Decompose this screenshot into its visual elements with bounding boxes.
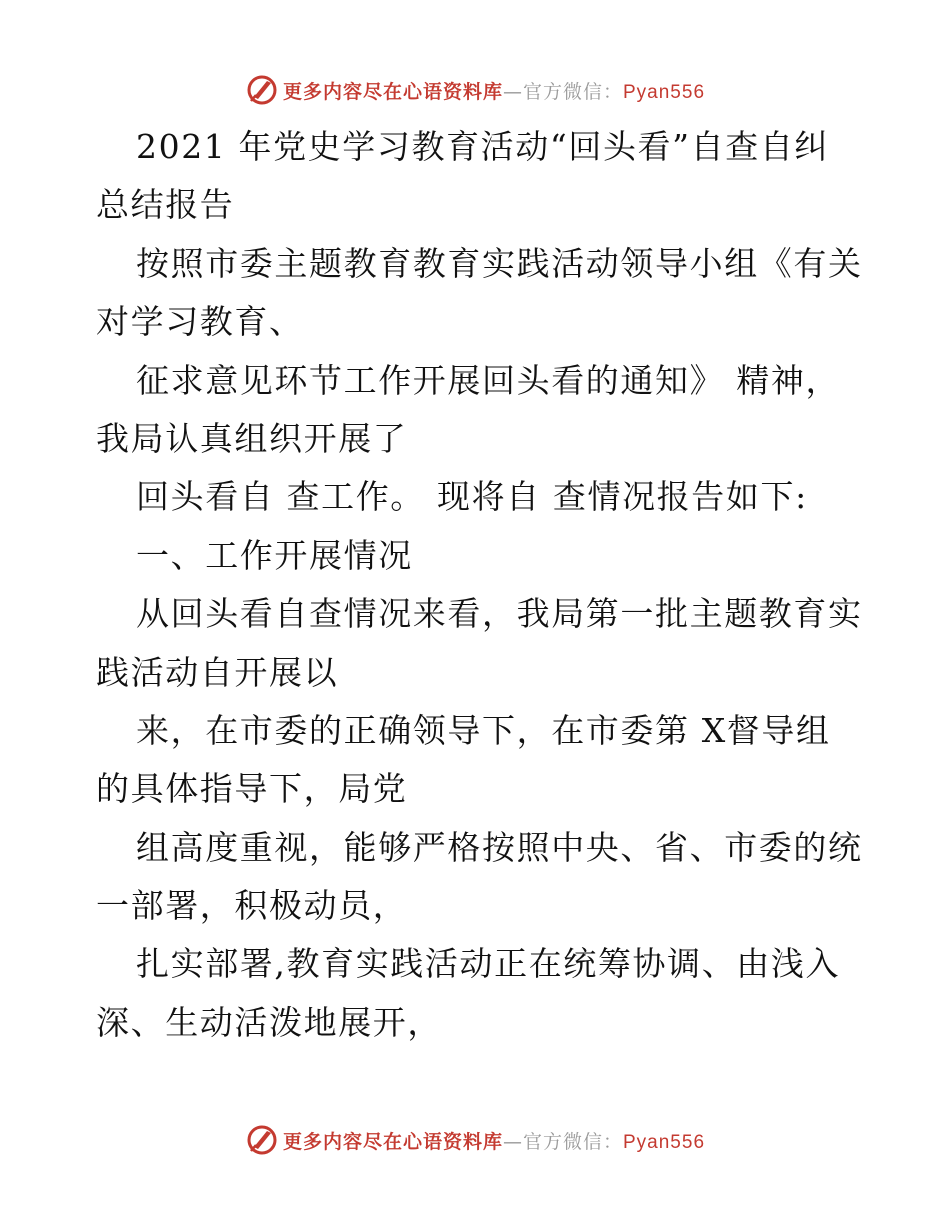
- banner-wechat-label: 官方微信：: [522, 80, 623, 103]
- doc-line: 回头看自 查工作。 现将自 查情况报告如下:: [136, 477, 808, 517]
- banner-main-text: 更多内容尽在心语资料库: [282, 80, 503, 103]
- doc-line: 2021 年党史学习教育活动“回头看”自查自纠: [136, 127, 830, 166]
- doc-line: 组高度重视，能够严格按照中央、省、市委的统: [136, 827, 863, 867]
- banner-text: [283, 1127, 705, 1154]
- doc-line: 总结报告: [96, 185, 235, 225]
- doc-line: 扎实部署,教育实践活动正在统筹协调、由浅入: [136, 944, 841, 984]
- doc-line: 我局认真组织开展了: [96, 418, 408, 458]
- doc-line: 一部署，积极动员，: [96, 886, 408, 926]
- doc-line: 深、生动活泼地展开，: [96, 1002, 442, 1042]
- banner-wechat-id: Pyan556: [623, 1131, 706, 1153]
- quill-pen-logo-icon: [245, 73, 279, 107]
- banner-dash: —: [502, 80, 523, 103]
- banner-wechat-label: 官方微信：: [522, 1130, 623, 1153]
- banner-wechat-id: Pyan556: [623, 81, 706, 103]
- doc-line: 征求意见环节工作开展回头看的通知》 精神，: [136, 360, 841, 400]
- footer-banner: [0, 1120, 950, 1160]
- banner-main-text: 更多内容尽在心语资料库: [282, 1130, 503, 1153]
- document-body: [96, 118, 863, 1052]
- doc-line: 从回头看自查情况来看，我局第一批主题教育实: [136, 594, 863, 634]
- banner-text: [283, 77, 705, 104]
- quill-pen-logo-icon: [245, 1123, 279, 1157]
- doc-line: 来，在市委的正确领导下，在市委第 X督导组: [136, 710, 831, 750]
- section-heading: 一、工作开展情况: [136, 535, 413, 575]
- doc-line: 按照市委主题教育教育实践活动领导小组《有关: [136, 243, 863, 283]
- banner-dash: —: [502, 1130, 523, 1153]
- header-banner: [0, 70, 950, 110]
- doc-line: 践活动自开展以: [96, 652, 339, 692]
- doc-line: 的具体指导下，局党: [96, 769, 408, 809]
- doc-line: 对学习教育、: [96, 302, 304, 342]
